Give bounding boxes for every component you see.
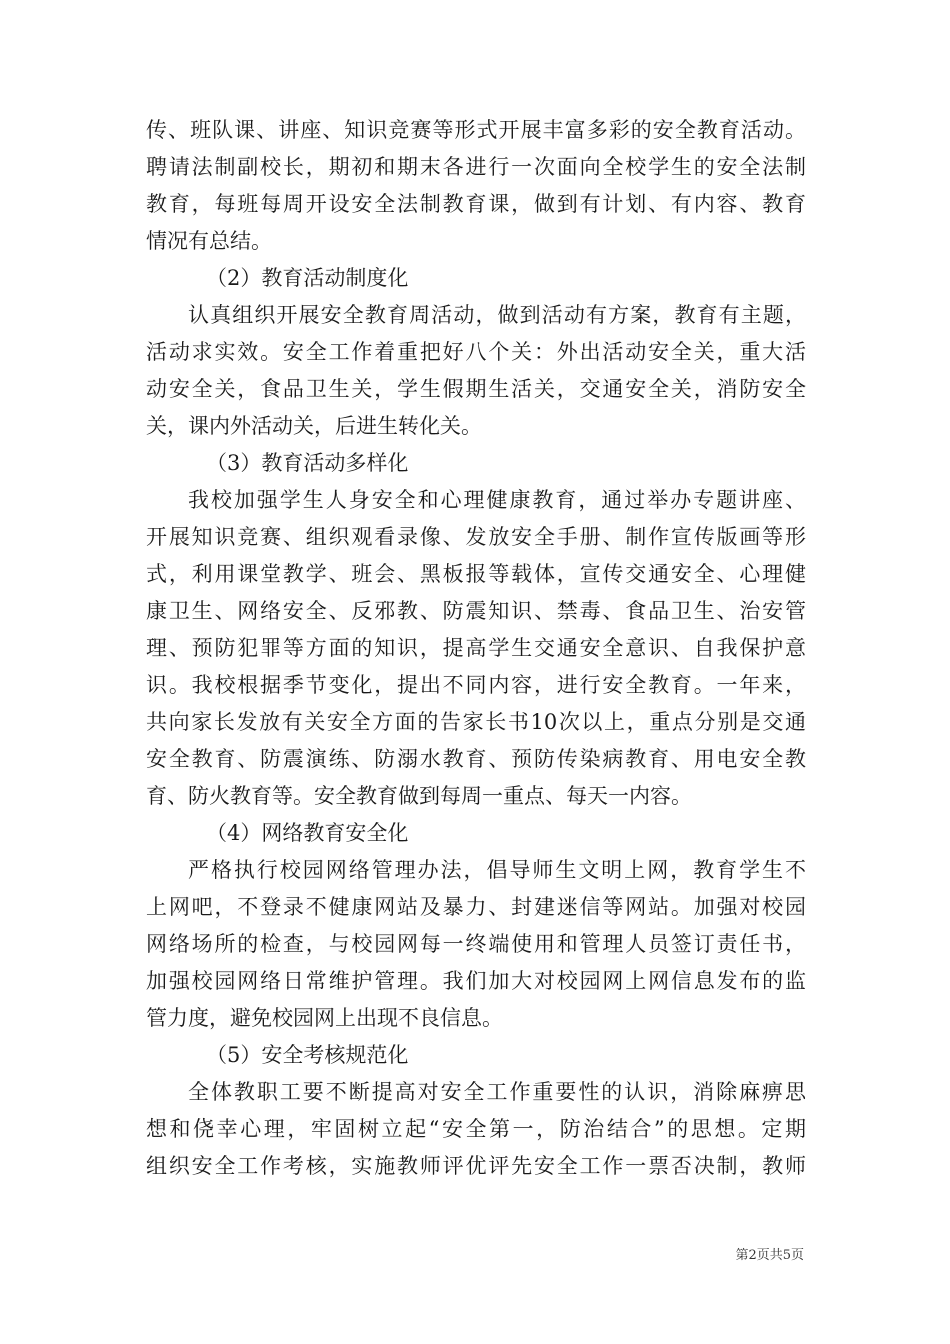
text-line: 组织安全工作考核，实施教师评优评先安全工作一票否决制，教师 bbox=[146, 1154, 806, 1178]
text-line: 共向家长发放有关安全方面的告家长书10次以上，重点分别是交通 bbox=[146, 710, 806, 734]
text-line: 管力度，避免校园网上出现不良信息。 bbox=[146, 1006, 503, 1030]
text-line: 我校加强学生人身安全和心理健康教育，通过举办专题讲座、 bbox=[188, 488, 806, 512]
text-line: 育、防火教育等。安全教育做到每周一重点、每天一内容。 bbox=[146, 784, 692, 808]
text-line: 上网吧，不登录不健康网站及暴力、封建迷信等网站。加强对校园 bbox=[146, 895, 806, 919]
text-line: 网络场所的检查，与校园网每一终端使用和管理人员签订责任书， bbox=[146, 932, 806, 956]
text-line: 想和侥幸心理，牢固树立起“安全第一，防治结合”的思想。定期 bbox=[146, 1117, 806, 1141]
section-heading: （2）教育活动制度化 bbox=[206, 266, 409, 290]
text-line: 传、班队课、讲座、知识竞赛等形式开展丰富多彩的安全教育活动。 bbox=[146, 118, 806, 142]
text-line: 关，课内外活动关，后进生转化关。 bbox=[146, 414, 482, 438]
text-line: 认真组织开展安全教育周活动，做到活动有方案，教育有主题， bbox=[188, 303, 806, 327]
text-line: 识。我校根据季节变化，提出不同内容，进行安全教育。一年来， bbox=[146, 673, 806, 697]
text-line: 活动求实效。安全工作着重把好八个关：外出活动安全关，重大活 bbox=[146, 340, 806, 364]
text-line: 加强校园网络日常维护管理。我们加大对校园网上网信息发布的监 bbox=[146, 969, 806, 993]
section-heading: （5）安全考核规范化 bbox=[206, 1043, 409, 1067]
text-line: 聘请法制副校长，期初和期末各进行一次面向全校学生的安全法制 bbox=[146, 155, 806, 179]
section-heading: （4）网络教育安全化 bbox=[206, 821, 409, 845]
page-number: 第2页共5页 bbox=[735, 1248, 804, 1263]
text-line: 开展知识竞赛、组织观看录像、发放安全手册、制作宣传版画等形 bbox=[146, 525, 806, 549]
text-line: 式，利用课堂教学、班会、黑板报等载体，宣传交通安全、心理健 bbox=[146, 562, 806, 586]
text-line: 康卫生、网络安全、反邪教、防震知识、禁毒、食品卫生、治安管 bbox=[146, 599, 806, 623]
text-line: 情况有总结。 bbox=[146, 229, 272, 253]
text-line: 安全教育、防震演练、防溺水教育、预防传染病教育、用电安全教 bbox=[146, 747, 806, 771]
text-line: 动安全关，食品卫生关，学生假期生活关，交通安全关，消防安全 bbox=[146, 377, 806, 401]
text-line: 教育，每班每周开设安全法制教育课，做到有计划、有内容、教育 bbox=[146, 192, 806, 216]
text-line: 全体教职工要不断提高对安全工作重要性的认识，消除麻痹思 bbox=[188, 1080, 806, 1104]
text-line: 理、预防犯罪等方面的知识，提高学生交通安全意识、自我保护意 bbox=[146, 636, 806, 660]
text-line: 严格执行校园网络管理办法，倡导师生文明上网，教育学生不 bbox=[188, 858, 806, 882]
section-heading: （3）教育活动多样化 bbox=[206, 451, 409, 475]
document-body bbox=[146, 112, 818, 1185]
